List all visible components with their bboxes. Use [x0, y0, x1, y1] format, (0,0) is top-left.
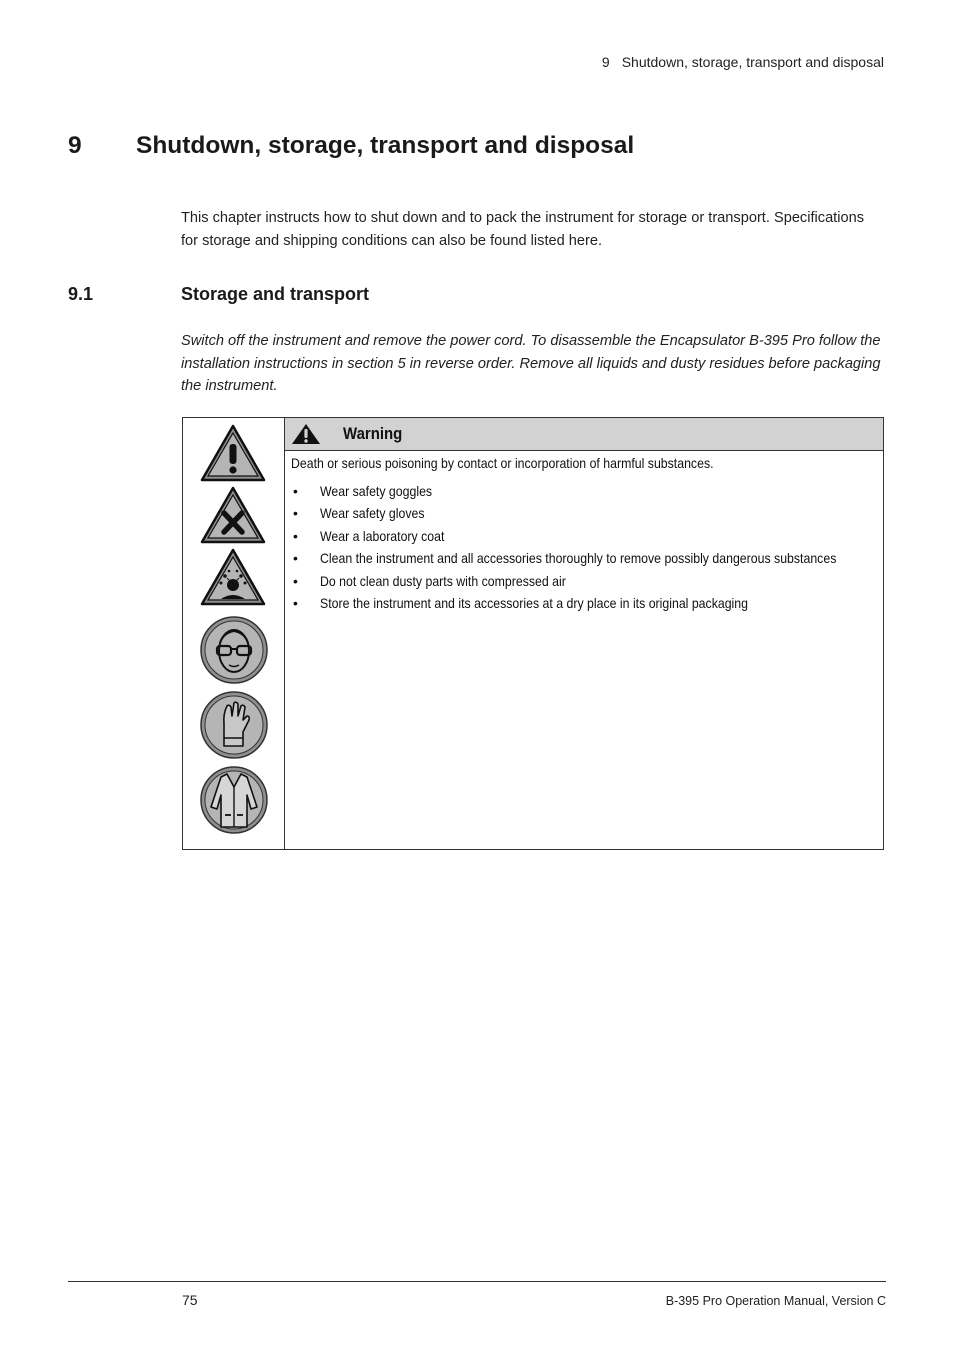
footer-rule	[68, 1281, 886, 1282]
running-header-chapter-number: 9	[601, 54, 610, 70]
list-item-text: Wear safety gloves	[320, 505, 425, 522]
section-title	[68, 284, 369, 305]
section-body: Switch off the instrument and remove the power cord. To disassemble the Encapsulator B-395 Pro follow the installation instructions in section 5 in reverse order. Remove all liquids and dusty residues before packaging the instrument.	[181, 333, 881, 394]
list-item-text: Wear safety goggles	[320, 483, 433, 499]
safety-gloves-icon	[199, 690, 269, 760]
list-item-text: Clean the instrument and all accessories thoroughly to remove possibly dangerous substances	[320, 550, 837, 567]
warning-lead: Death or serious poisoning by contact or incorporation of harmful substances.	[291, 455, 714, 471]
page-number: 75	[182, 1292, 198, 1308]
bullet: •	[293, 572, 298, 589]
list-item-text: Wear a laboratory coat	[320, 527, 445, 544]
warning-icon-column	[183, 418, 285, 849]
footer-document-title: B-395 Pro Operation Manual, Version C	[665, 1294, 886, 1308]
list-item	[291, 480, 954, 502]
section-title-text: Storage and transport	[181, 284, 370, 304]
general-warning-icon	[199, 423, 267, 483]
section-number: 9.1	[68, 284, 94, 304]
warning-content	[291, 455, 954, 614]
list-item-text: Store the instrument and its accessories at a dry place in its original packaging	[320, 594, 749, 611]
bullet: •	[293, 483, 298, 499]
warning-list	[291, 480, 954, 614]
bullet: •	[293, 505, 298, 522]
laboratory-coat-icon	[199, 765, 269, 835]
list-item	[291, 525, 954, 547]
harmful-substances-icon	[199, 485, 267, 545]
chapter-title-text: Shutdown, storage, transport and disposal	[136, 132, 635, 159]
list-item	[291, 547, 954, 569]
list-item-text: Do not clean dusty parts with compressed air	[320, 572, 566, 589]
explosive-dust-icon	[199, 547, 267, 607]
bullet: •	[293, 550, 298, 567]
warning-title: Warning	[343, 424, 403, 443]
warning-header	[285, 418, 883, 451]
bullet: •	[293, 527, 298, 544]
list-item	[291, 570, 954, 592]
running-header	[602, 54, 884, 70]
chapter-number: 9	[68, 132, 82, 159]
chapter-title	[68, 132, 634, 160]
warning-box	[182, 417, 884, 850]
running-header-chapter-title: Shutdown, storage, transport and disposal	[621, 54, 884, 70]
list-item	[291, 502, 954, 524]
safety-goggles-icon	[199, 615, 269, 685]
bullet: •	[293, 594, 298, 611]
list-item	[291, 592, 954, 614]
warning-header-icon	[291, 423, 321, 445]
chapter-intro: This chapter instructs how to shut down and to pack the instrument for storage or transport. Specifications for storage and shipping conditions can also be found listed here.	[181, 210, 865, 249]
